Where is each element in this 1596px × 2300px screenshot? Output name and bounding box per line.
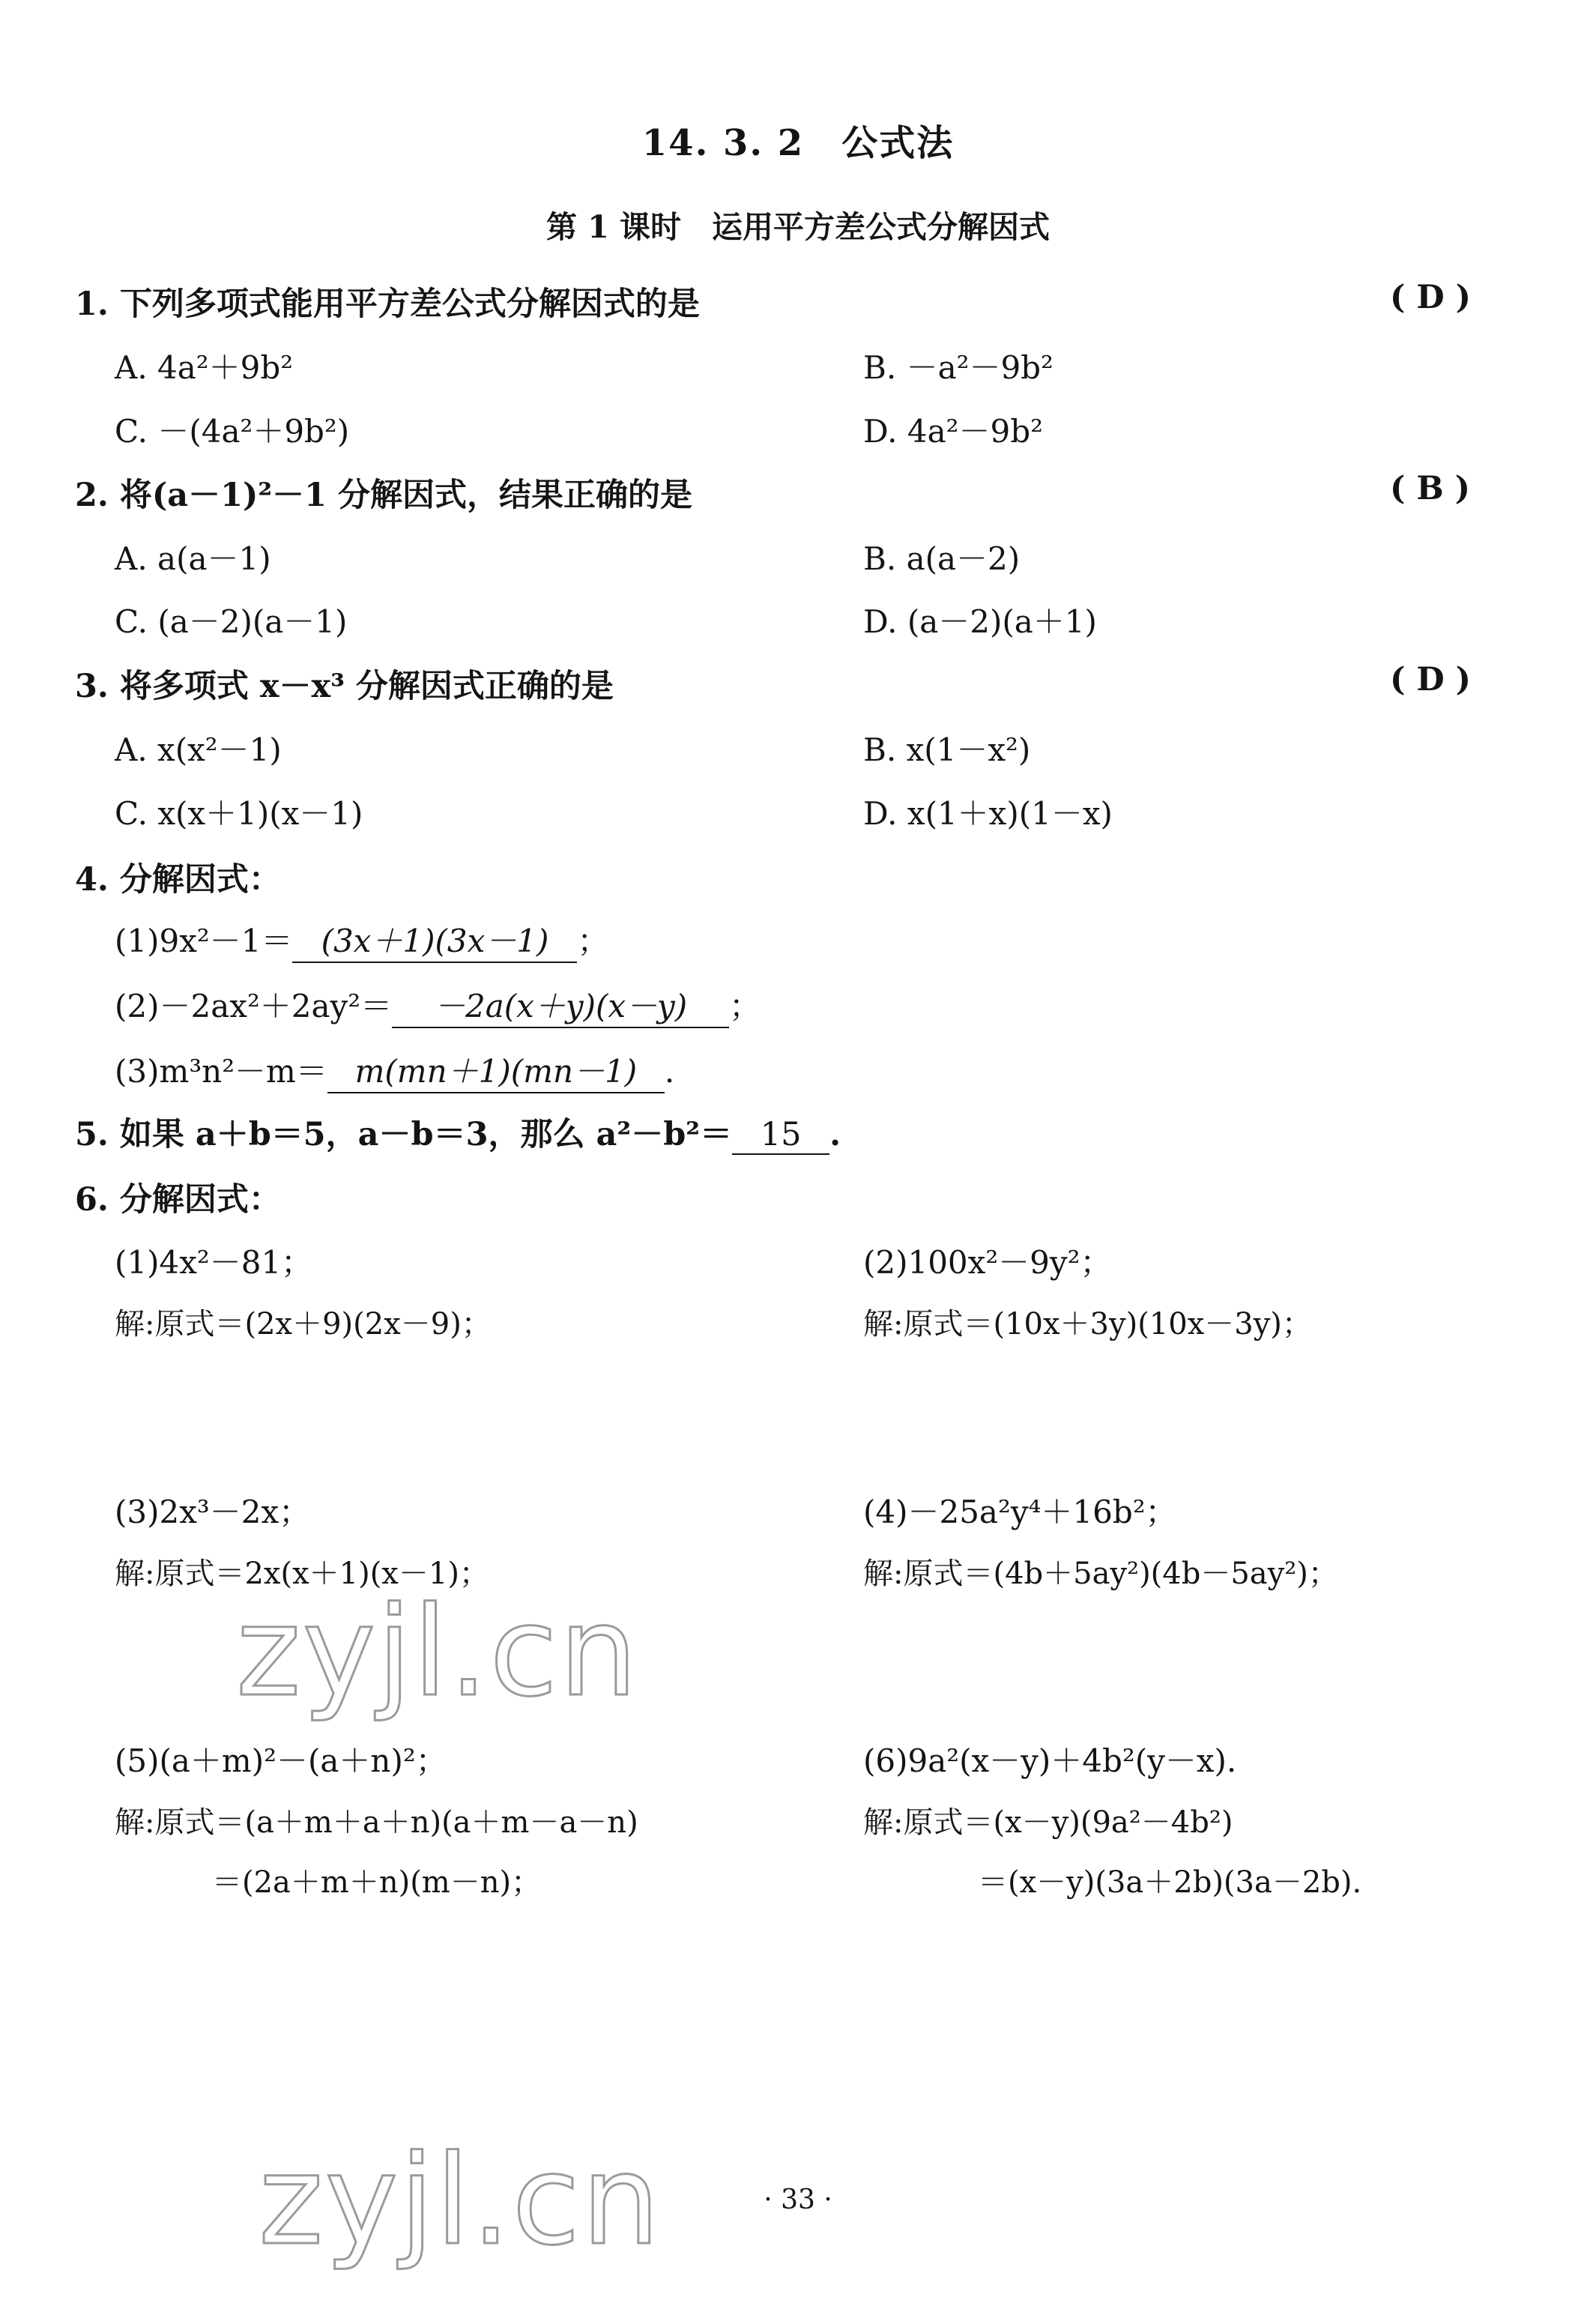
question-4-stem: 4. 分解因式： [75, 861, 281, 899]
question-5-stem: 5. 如果 a＋b＝5，a－b＝3，那么 a²－b²＝ [75, 1116, 733, 1153]
question-2-option-a: A. a(a－1) [115, 540, 271, 577]
question-4-part-2 [115, 982, 761, 1028]
question-6-part-2: (2)100x²－9y²； [863, 1244, 1112, 1281]
question-5-answer-blank: 15 [732, 1116, 829, 1155]
question-6-part-6: (6)9a²(x－y)＋4b²(y－x). [863, 1742, 1237, 1779]
watermark-bottom: zyjl.cn [259, 2128, 662, 2272]
question-3-option-a: A. x(x²－1) [115, 731, 282, 768]
question-3-option-c: C. x(x＋1)(x－1) [115, 795, 363, 832]
question-6-part-5: (5)(a＋m)²－(a＋n)²； [115, 1742, 447, 1779]
lesson-subtitle: 第 1 课时 运用平方差公式分解因式 [545, 209, 1051, 245]
question-3-answer: ( D ) [1390, 661, 1471, 698]
question-2-stem: 2. 将(a－1)²－1 分解因式，结果正确的是 [75, 477, 693, 514]
question-6-part-5-solution: 解:原式＝(a＋m＋a＋n)(a＋m－a－n) [115, 1805, 638, 1840]
question-6-part-1: (1)4x²－81； [115, 1244, 313, 1281]
part-3-suffix: . [664, 1053, 675, 1090]
question-5-suffix: . [829, 1116, 841, 1153]
part-2-suffix: ； [729, 988, 761, 1024]
question-1-option-b: B. －a²－9b² [863, 349, 1054, 386]
part-2-answer-blank: －2a(x＋y)(x－y) [392, 982, 729, 1028]
page-number: · 33 · [764, 2185, 832, 2215]
question-2-answer: ( B ) [1390, 470, 1470, 507]
question-3-option-b: B. x(1－x²) [863, 731, 1031, 768]
question-3-option-d: D. x(1＋x)(1－x) [863, 795, 1113, 832]
part-3-answer-blank: m(mn＋1)(mn－1) [327, 1047, 665, 1093]
section-title: 14. 3. 2 公式法 [641, 122, 955, 164]
question-6-part-6-solution: 解:原式＝(x－y)(9a²－4b²) [863, 1805, 1233, 1840]
question-6-part-4-solution: 解:原式＝(4b＋5ay²)(4b－5ay²)； [863, 1557, 1338, 1591]
question-1-stem: 1. 下列多项式能用平方差公式分解因式的是 [75, 286, 700, 323]
question-5 [75, 1109, 841, 1155]
question-6-part-5-solution-line-2: ＝(2a＋m＋n)(m－n)； [212, 1865, 542, 1900]
question-2-option-b: B. a(a－2) [863, 540, 1021, 577]
question-6-stem: 6. 分解因式： [75, 1181, 281, 1219]
part-1-prefix: (1)9x²－1＝ [115, 923, 293, 959]
question-1-answer: ( D ) [1390, 279, 1471, 316]
question-1-option-d: D. 4a²－9b² [863, 413, 1043, 450]
question-6-part-3: (3)2x³－2x； [115, 1494, 311, 1530]
question-3-stem: 3. 将多项式 x－x³ 分解因式正确的是 [75, 668, 614, 705]
part-3-prefix: (3)m³n²－m＝ [115, 1053, 327, 1090]
question-6-part-2-solution: 解:原式＝(10x＋3y)(10x－3y)； [863, 1307, 1312, 1341]
watermark-middle: zyjl.cn [236, 1580, 639, 1724]
question-4-part-1 [115, 917, 608, 963]
question-1-option-a: A. 4a²＋9b² [115, 349, 294, 386]
part-1-answer-blank: (3x＋1)(3x－1) [292, 917, 577, 963]
question-6-part-4: (4)－25a²y⁴＋16b²； [863, 1494, 1177, 1530]
question-6-part-3-solution: 解:原式＝2x(x＋1)(x－1)； [115, 1557, 489, 1591]
question-2-option-d: D. (a－2)(a＋1) [863, 603, 1097, 640]
question-6-part-6-solution-line-2: ＝(x－y)(3a＋2b)(3a－2b). [978, 1865, 1362, 1900]
question-1-option-c: C. －(4a²＋9b²) [115, 413, 350, 450]
question-4-part-3 [115, 1047, 674, 1093]
question-6-part-1-solution: 解:原式＝(2x＋9)(2x－9)； [115, 1307, 492, 1341]
part-1-suffix: ； [577, 923, 609, 959]
part-2-prefix: (2)－2ax²＋2ay²＝ [115, 988, 393, 1024]
question-2-option-c: C. (a－2)(a－1) [115, 603, 348, 640]
